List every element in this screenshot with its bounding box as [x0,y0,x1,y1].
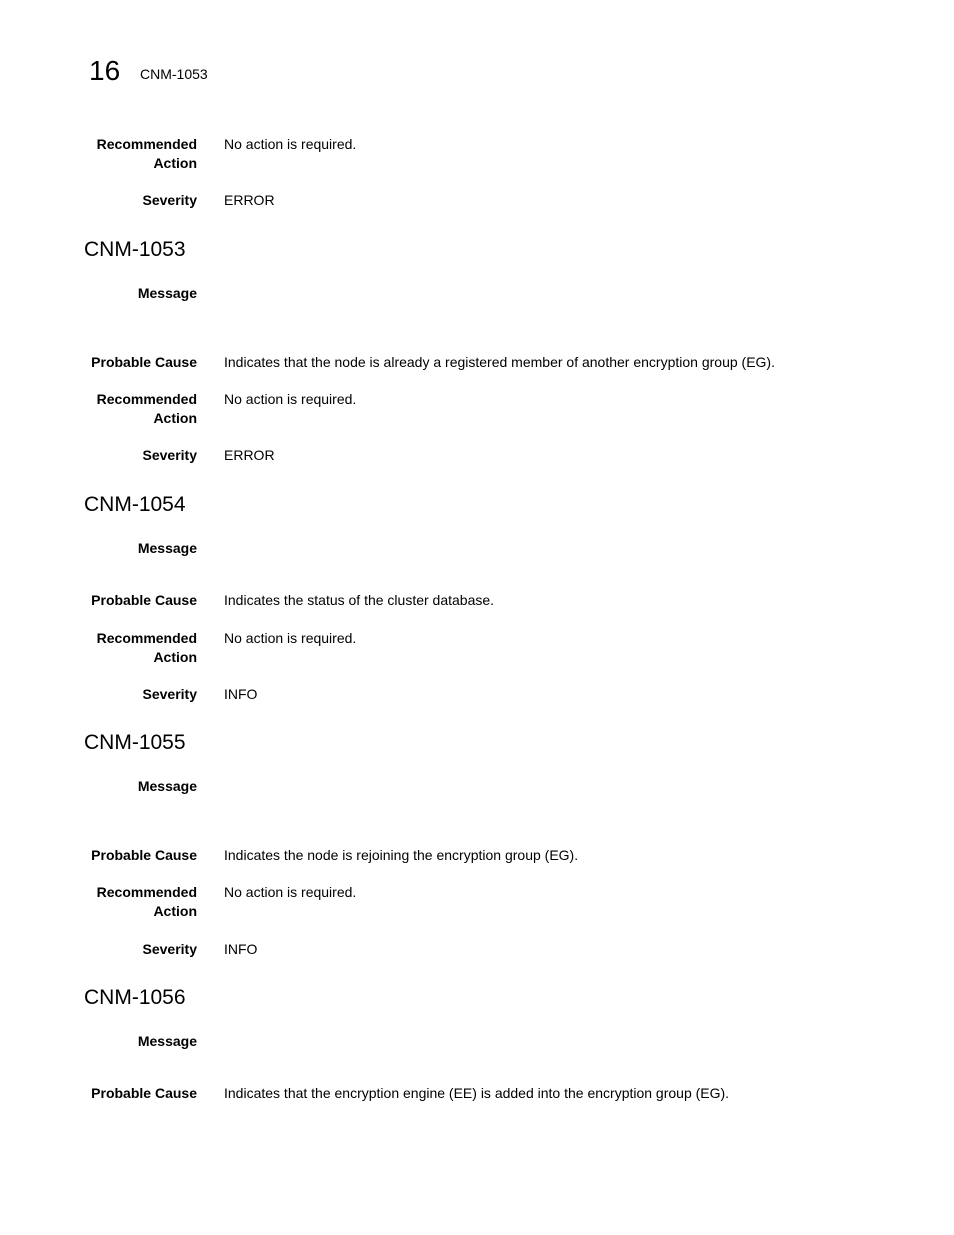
recommended-action-value: No action is required. [224,884,357,900]
running-header-title: CNM-1053 [140,66,208,82]
severity-value: ERROR [224,447,275,463]
message-label: Message [137,778,197,794]
severity-label: Severity [142,686,197,702]
severity-label: Severity [142,941,197,957]
entry-heading: CNM-1056 [84,986,186,1009]
chapter-number: 16 [89,55,121,86]
recommended-action-value: No action is required. [224,630,357,646]
probable-cause-label: Probable Cause [91,847,197,863]
recommended-action-label: Recommended Action [96,136,197,171]
probable-cause-value: Indicates the node is rejoining the encryption group (EG). [224,847,579,863]
recommended-action-value: No action is required. [224,136,357,152]
probable-cause-value: Indicates that the encryption engine (EE) is added into the encryption group (EG). [224,1085,730,1101]
entry-heading: CNM-1054 [84,493,186,516]
recommended-action-label: Recommended Action [96,884,197,919]
probable-cause-label: Probable Cause [91,354,197,370]
recommended-action-value: No action is required. [224,391,357,407]
message-label: Message [137,1033,197,1049]
message-label: Message [137,540,197,556]
severity-value: ERROR [224,192,275,208]
probable-cause-value: Indicates that the node is already a registered member of another encryption group (EG). [224,354,775,370]
entry-heading: CNM-1055 [84,731,186,754]
message-label: Message [137,285,197,301]
probable-cause-label: Probable Cause [91,1085,197,1101]
entry-heading: CNM-1053 [84,238,186,261]
probable-cause-label: Probable Cause [91,592,197,608]
severity-label: Severity [142,192,197,208]
recommended-action-label: Recommended Action [96,630,197,665]
probable-cause-value: Indicates the status of the cluster database. [224,592,495,608]
severity-label: Severity [142,447,197,463]
recommended-action-label: Recommended Action [96,391,197,426]
severity-value: INFO [224,941,258,957]
severity-value: INFO [224,686,258,702]
